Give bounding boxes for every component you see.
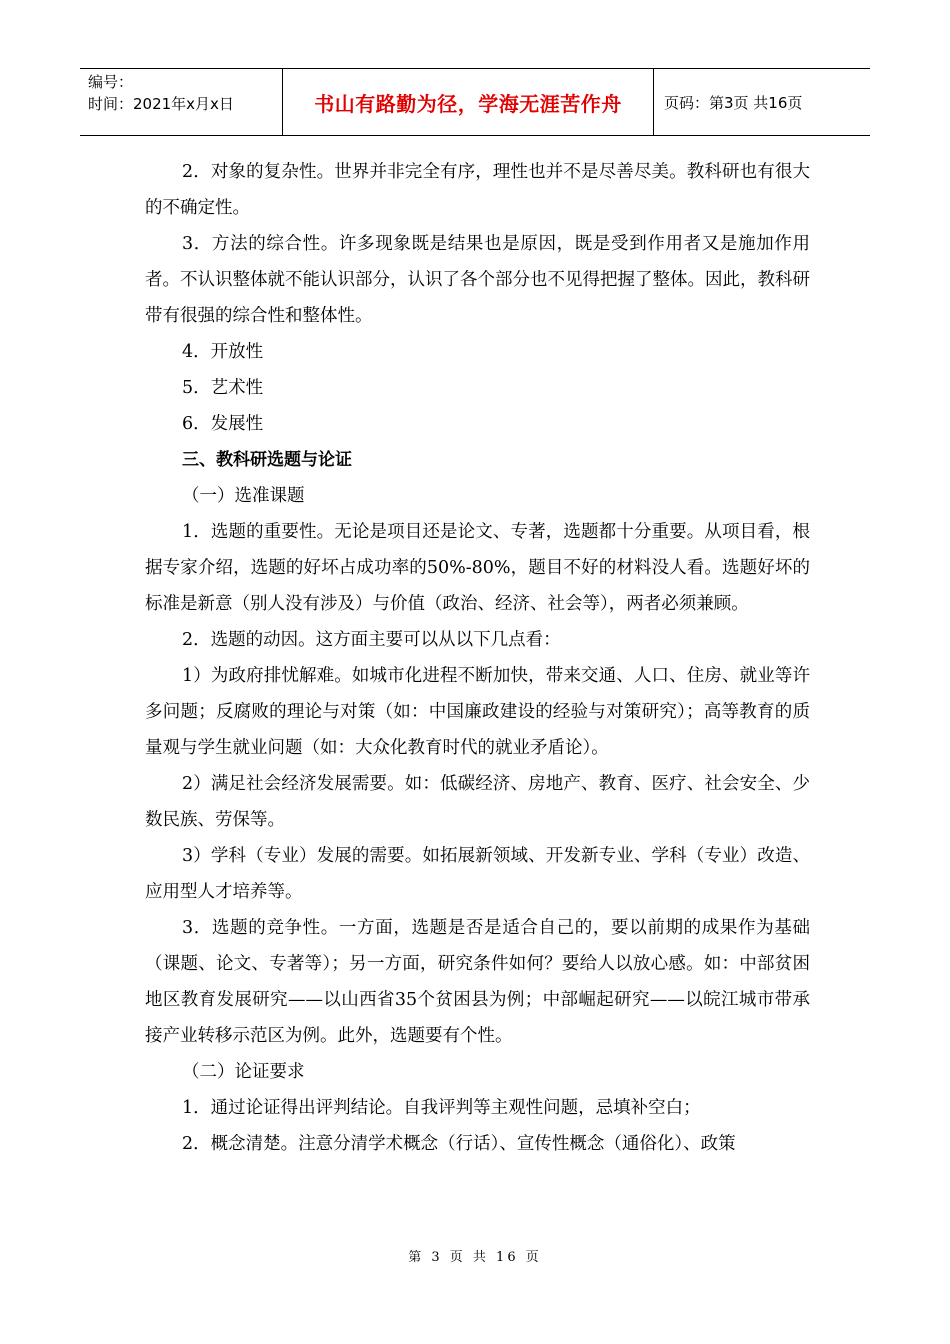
paragraph: 1）为政府排忧解难。如城市化进程不断加快，带来交通、人口、住房、就业等许多问题；反腐败的理论与对策（如：中国廉政建设的经验与对策研究）；高等教育的质量观与学生就业问题（如：大众化教育时代的就业矛盾论）。 bbox=[145, 666, 810, 758]
page-footer: 第 3 页 共 16 页 bbox=[408, 1250, 542, 1265]
page-header bbox=[80, 68, 870, 136]
header-number-label: 编号： bbox=[88, 73, 134, 91]
section-heading: 三、教科研选题与论证 bbox=[182, 450, 352, 470]
paragraph: 2．概念清楚。注意分清学术概念（行话）、宣传性概念（通俗化）、政策 bbox=[182, 1134, 736, 1154]
document-body bbox=[145, 154, 810, 1162]
subsection-heading: （一）选准课题 bbox=[182, 486, 305, 506]
paragraph: 1．选题的重要性。无论是项目还是论文、专著，选题都十分重要。从项目看，根据专家介绍，选题的好坏占成功率的50%-80%，题目不好的材料没人看。选题好坏的标准是新意（别人没有涉及）与价值（政治、经济、社会等），两者必须兼顾。 bbox=[145, 522, 810, 614]
paragraph: 5．艺术性 bbox=[182, 378, 264, 398]
paragraph: 2）满足社会经济发展需要。如：低碳经济、房地产、教育、医疗、社会安全、少数民族、劳保等。 bbox=[145, 774, 810, 830]
header-meta bbox=[80, 69, 283, 135]
paragraph: 4．开放性 bbox=[182, 342, 264, 362]
paragraph: 2．对象的复杂性。世界并非完全有序，理性也并不是尽善尽美。教科研也有很大的不确定性。 bbox=[145, 162, 810, 218]
paragraph: 1．通过论证得出评判结论。自我评判等主观性问题，忌填补空白； bbox=[182, 1098, 701, 1118]
header-motto: 书山有路勤为径，学海无涯苦作舟 bbox=[283, 69, 654, 135]
paragraph: 6．发展性 bbox=[182, 414, 264, 434]
paragraph: 3．选题的竞争性。一方面，选题是否是适合自己的，要以前期的成果作为基础（课题、论文、专著等）；另一方面，研究条件如何？要给人以放心感。如：中部贫困地区教育发展研究——以山西省35个贫困县为例；中部崛起研究——以皖江城市带承接产业转移示范区为例。此外，选题要有个性。 bbox=[145, 918, 810, 1046]
paragraph: 3．方法的综合性。许多现象既是结果也是原因，既是受到作用者又是施加作用者。不认识整体就不能认识部分，认识了各个部分也不见得把握了整体。因此，教科研带有很强的综合性和整体性。 bbox=[145, 234, 810, 326]
subsection-heading: （二）论证要求 bbox=[182, 1062, 305, 1082]
header-time-label: 时间：2021年x月x日 bbox=[88, 95, 234, 113]
header-page-label: 页码：第3页 共16页 bbox=[664, 93, 803, 112]
paragraph: 3）学科（专业）发展的需要。如拓展新领域、开发新专业、学科（专业）改造、应用型人才培养等。 bbox=[145, 846, 810, 902]
paragraph: 2．选题的动因。这方面主要可以从以下几点看： bbox=[182, 630, 561, 650]
